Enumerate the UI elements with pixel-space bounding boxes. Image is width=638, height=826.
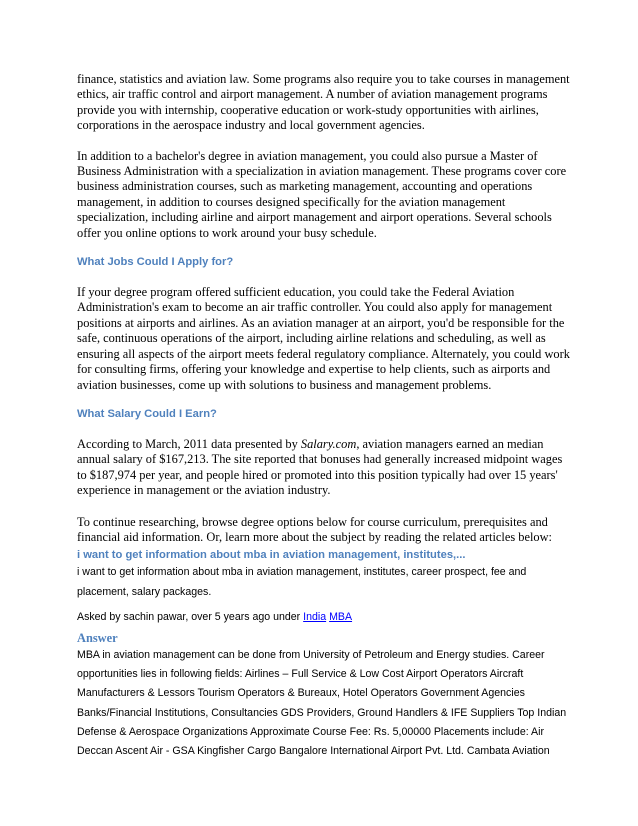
paragraph-continue-research: To continue researching, browse degree options below for course curriculum, prerequisites and financial aid information. Or, learn more about the subject by reading the related articles below: bbox=[77, 514, 552, 544]
question-body: i want to get information about mba in aviation management, institutes, career prospect, fee and placement, salary packages. bbox=[77, 566, 527, 598]
answer-text: MBA in aviation management can be done from University of Petroleum and Energy studies. Career opportunities lies in following fields: Airlines – Full Service & Low Cost Airport Operators Aircraft Manufacturers & Lessors Tourism Operators & Bureaux, Hotel Operators Government Agencies Banks/Financial Institutions, Consultancies GDS Providers, Ground Handlers & IFE Suppliers Top Indian Defense & Aerospace Organizations Approximate Course Fee: Rs. 5,00000 Placements include: Air Deccan Ascent Air - GSA Kingfisher Cargo Bangalore International Airport Pvt. Ltd. Cambata Aviation bbox=[77, 648, 567, 757]
paragraph-salary bbox=[77, 437, 572, 499]
paragraph-mba-option: In addition to a bachelor's degree in aviation management, you could also pursue a Master of Business Administration with a specialization in aviation management. These programs cover core business administration courses, such as marketing management, accounting and operations management, in addition to courses designed specifically for the aviation management specialization, including airline and airport management and airport operations. Several schools offer you online options to work around your busy schedule. bbox=[77, 148, 567, 240]
paragraph-jobs: If your degree program offered sufficient education, you could take the Federal Aviation Administration's exam to become an air traffic controller. You could also apply for management positions at airports and airlines. As an aviation manager at an airport, you'd be responsible for the safe, continuous operations of the airport, including airline relations and scheduling, as well as ensuring all aspects of the airport meets federal regulatory compliance. Alternately, you could work for consulting firms, offering your knowledge and expertise to help clients, such as airports and aviation businesses, come up with solutions to business and management problems. bbox=[77, 285, 570, 392]
document-content bbox=[77, 72, 572, 761]
question-asked-by bbox=[77, 608, 572, 627]
heading-jobs: What Jobs Could I Apply for? bbox=[77, 256, 234, 269]
paragraph-program-courses: finance, statistics and aviation law. Some programs also require you to take courses in management ethics, air traffic control and airport management. A number of aviation management programs provide you with internship, cooperative education or work-study opportunities with airlines, corporations in the aerospace industry and local government agencies. bbox=[77, 72, 570, 133]
salary-text-after: , aviation managers earned an median annual salary of $167,213. The site reported that bonuses had generally increased midpoint wages to $187,974 per year, and people hired or promoted into this position typically had over 15 years' experience in management or the aviation industry. bbox=[77, 436, 563, 498]
salary-text-before: According to March, 2011 data presented by bbox=[77, 436, 301, 451]
tag-india-link[interactable]: India bbox=[303, 610, 327, 623]
asked-by-text: Asked by sachin pawar, over 5 years ago under bbox=[77, 610, 304, 623]
answer-heading: Answer bbox=[77, 630, 118, 645]
question-title: i want to get information about mba in aviation management, institutes,... bbox=[77, 549, 466, 562]
heading-salary: What Salary Could I Earn? bbox=[77, 407, 217, 420]
tag-mba-link[interactable]: MBA bbox=[329, 610, 353, 623]
salary-source: Salary.com bbox=[300, 436, 357, 451]
